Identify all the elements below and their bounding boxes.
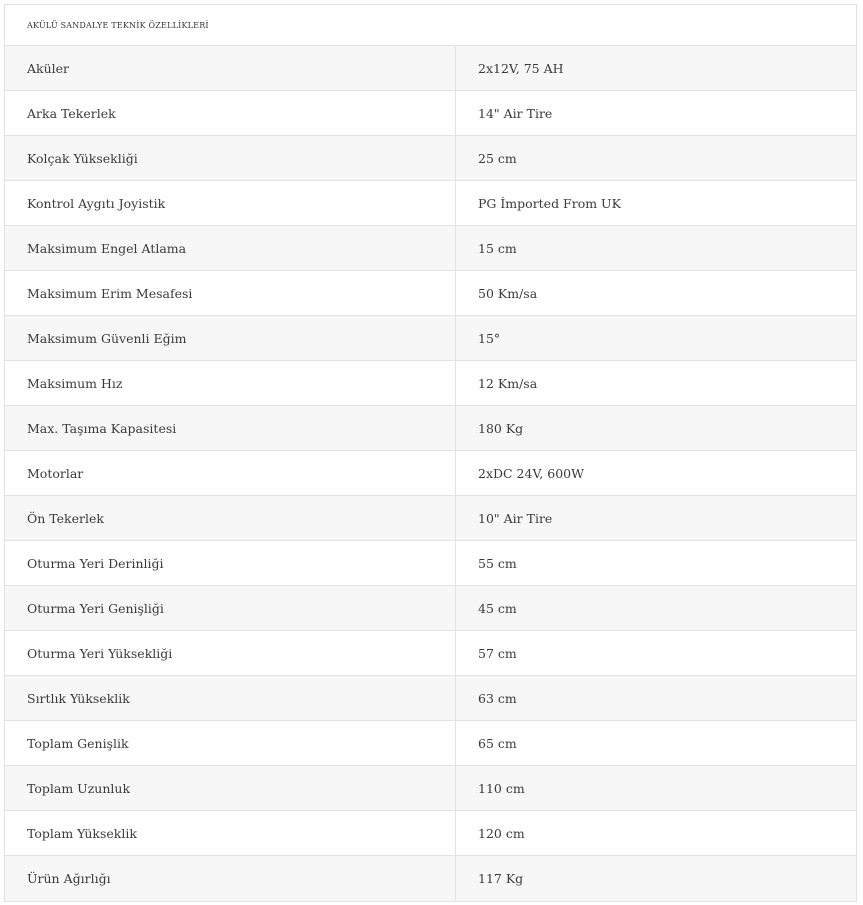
table-row — [5, 91, 856, 136]
spec-value: 15° — [478, 330, 501, 346]
table-row — [5, 811, 856, 856]
table-row — [5, 271, 856, 316]
spec-value: 57 cm — [478, 645, 517, 661]
spec-value: 117 Kg — [478, 871, 524, 886]
spec-label: Oturma Yeri Yüksekliği — [5, 631, 456, 675]
spec-table — [4, 4, 857, 902]
table-row — [5, 766, 856, 811]
spec-label: Kontrol Aygıtı Joyistik — [5, 181, 456, 225]
spec-label: Kolçak Yüksekliği — [5, 136, 456, 180]
table-row — [5, 316, 856, 361]
spec-value: 45 cm — [478, 600, 517, 616]
spec-value: 50 Km/sa — [478, 285, 538, 301]
spec-label: Toplam Yükseklik — [5, 811, 456, 855]
table-row — [5, 226, 856, 271]
table-row — [5, 361, 856, 406]
spec-value: 15 cm — [478, 240, 517, 256]
spec-label: Oturma Yeri Derinliği — [5, 541, 456, 585]
table-row — [5, 451, 856, 496]
spec-value: 14" Air Tire — [478, 105, 553, 121]
spec-label: Oturma Yeri Genişliği — [5, 586, 456, 630]
spec-value: 63 cm — [478, 690, 517, 706]
spec-value: 180 Kg — [478, 420, 524, 436]
spec-value: 120 cm — [478, 825, 525, 841]
spec-value: 2x12V, 75 AH — [478, 60, 564, 76]
table-row — [5, 721, 856, 766]
spec-value: 25 cm — [478, 150, 517, 166]
spec-value: 65 cm — [478, 735, 517, 751]
table-row — [5, 541, 856, 586]
spec-value: 10" Air Tire — [478, 510, 553, 526]
spec-label: Arka Tekerlek — [5, 91, 456, 135]
spec-label: Maksimum Engel Atlama — [5, 226, 456, 270]
table-row — [5, 136, 856, 181]
spec-table-title: AKÜLÜ SANDALYE TEKNİK ÖZELLİKLERİ — [27, 20, 209, 30]
spec-table-header — [5, 5, 856, 46]
spec-label: Aküler — [5, 46, 456, 90]
table-row — [5, 181, 856, 226]
spec-label: Max. Taşıma Kapasitesi — [5, 406, 456, 450]
spec-value: 110 cm — [478, 780, 525, 796]
table-row — [5, 586, 856, 631]
spec-value: 12 Km/sa — [478, 375, 538, 391]
spec-label: Toplam Uzunluk — [5, 766, 456, 810]
table-row — [5, 406, 856, 451]
spec-label: Sırtlık Yükseklik — [5, 676, 456, 720]
spec-label: Ürün Ağırlığı — [5, 856, 456, 901]
table-row — [5, 46, 856, 91]
table-row — [5, 856, 856, 901]
spec-rows — [5, 46, 856, 901]
spec-value: PG İmported From UK — [478, 195, 621, 211]
spec-label: Toplam Genişlik — [5, 721, 456, 765]
spec-label: Ön Tekerlek — [5, 496, 456, 540]
spec-label: Maksimum Erim Mesafesi — [5, 271, 456, 315]
spec-label: Motorlar — [5, 451, 456, 495]
spec-value: 2xDC 24V, 600W — [478, 465, 584, 481]
spec-label: Maksimum Hız — [5, 361, 456, 405]
spec-value: 55 cm — [478, 555, 517, 571]
table-row — [5, 631, 856, 676]
spec-label: Maksimum Güvenli Eğim — [5, 316, 456, 360]
table-row — [5, 676, 856, 721]
table-row — [5, 496, 856, 541]
